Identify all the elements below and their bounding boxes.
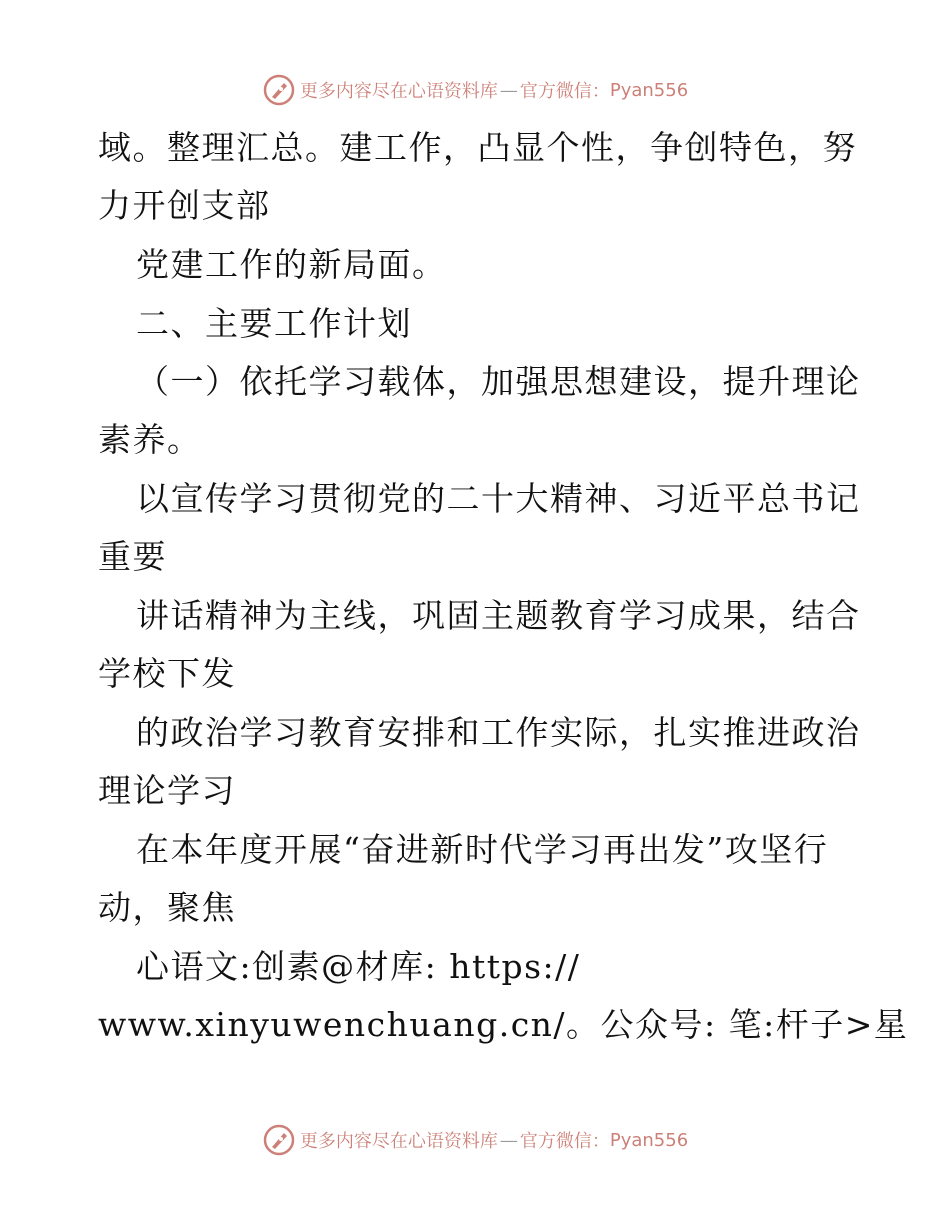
body-line-3: 党建工作的新局面。 (136, 245, 447, 284)
watermark-wechat-label: 官方微信： (519, 81, 610, 102)
body-line-11: 的政治学习教育安排和工作实际，扎实推进政治 (136, 713, 861, 752)
watermark-separator: — (499, 1129, 518, 1151)
body-line-10: 学校下发 (98, 654, 236, 693)
body-line-7: 以宣传学习贯彻党的二十大精神、习近平总书记 (136, 479, 861, 518)
source-line: 心语文:创素@材库: https:// (136, 947, 581, 986)
body-line-6: 素养。 (98, 420, 202, 459)
body-line-2: 力开创支部 (98, 186, 271, 225)
watermark-wechat-id: Pyan556 (609, 1129, 689, 1151)
watermark-text: 更多内容尽在心语资料库 (299, 81, 498, 102)
pen-nib-logo-icon (262, 1123, 296, 1157)
body-line-14: 动，聚焦 (98, 888, 236, 927)
header-watermark (0, 70, 950, 110)
source-url-line: www.xinyuwenchuang.cn/。公众号: 笔:杆子>星 (98, 1005, 909, 1044)
body-line-12: 理论学习 (98, 771, 236, 810)
footer-watermark (0, 1120, 950, 1160)
watermark-separator: — (499, 79, 518, 101)
watermark-wechat-id: Pyan556 (609, 79, 689, 101)
section-heading: 二、主要工作计划 (136, 304, 412, 343)
body-line-8: 重要 (98, 537, 167, 576)
body-line-13: 在本年度开展“奋进新时代学习再出发”攻坚行 (136, 830, 829, 869)
body-line-9: 讲话精神为主线，巩固主题教育学习成果，结合 (136, 596, 861, 635)
subsection-heading: （一）依托学习载体，加强思想建设，提升理论 (136, 362, 861, 401)
body-line-1: 域。整理汇总。建工作，凸显个性，争创特色，努 (98, 128, 857, 167)
watermark-text: 更多内容尽在心语资料库 (299, 1131, 498, 1152)
watermark-wechat-label: 官方微信： (519, 1131, 610, 1152)
pen-nib-logo-icon (262, 73, 296, 107)
